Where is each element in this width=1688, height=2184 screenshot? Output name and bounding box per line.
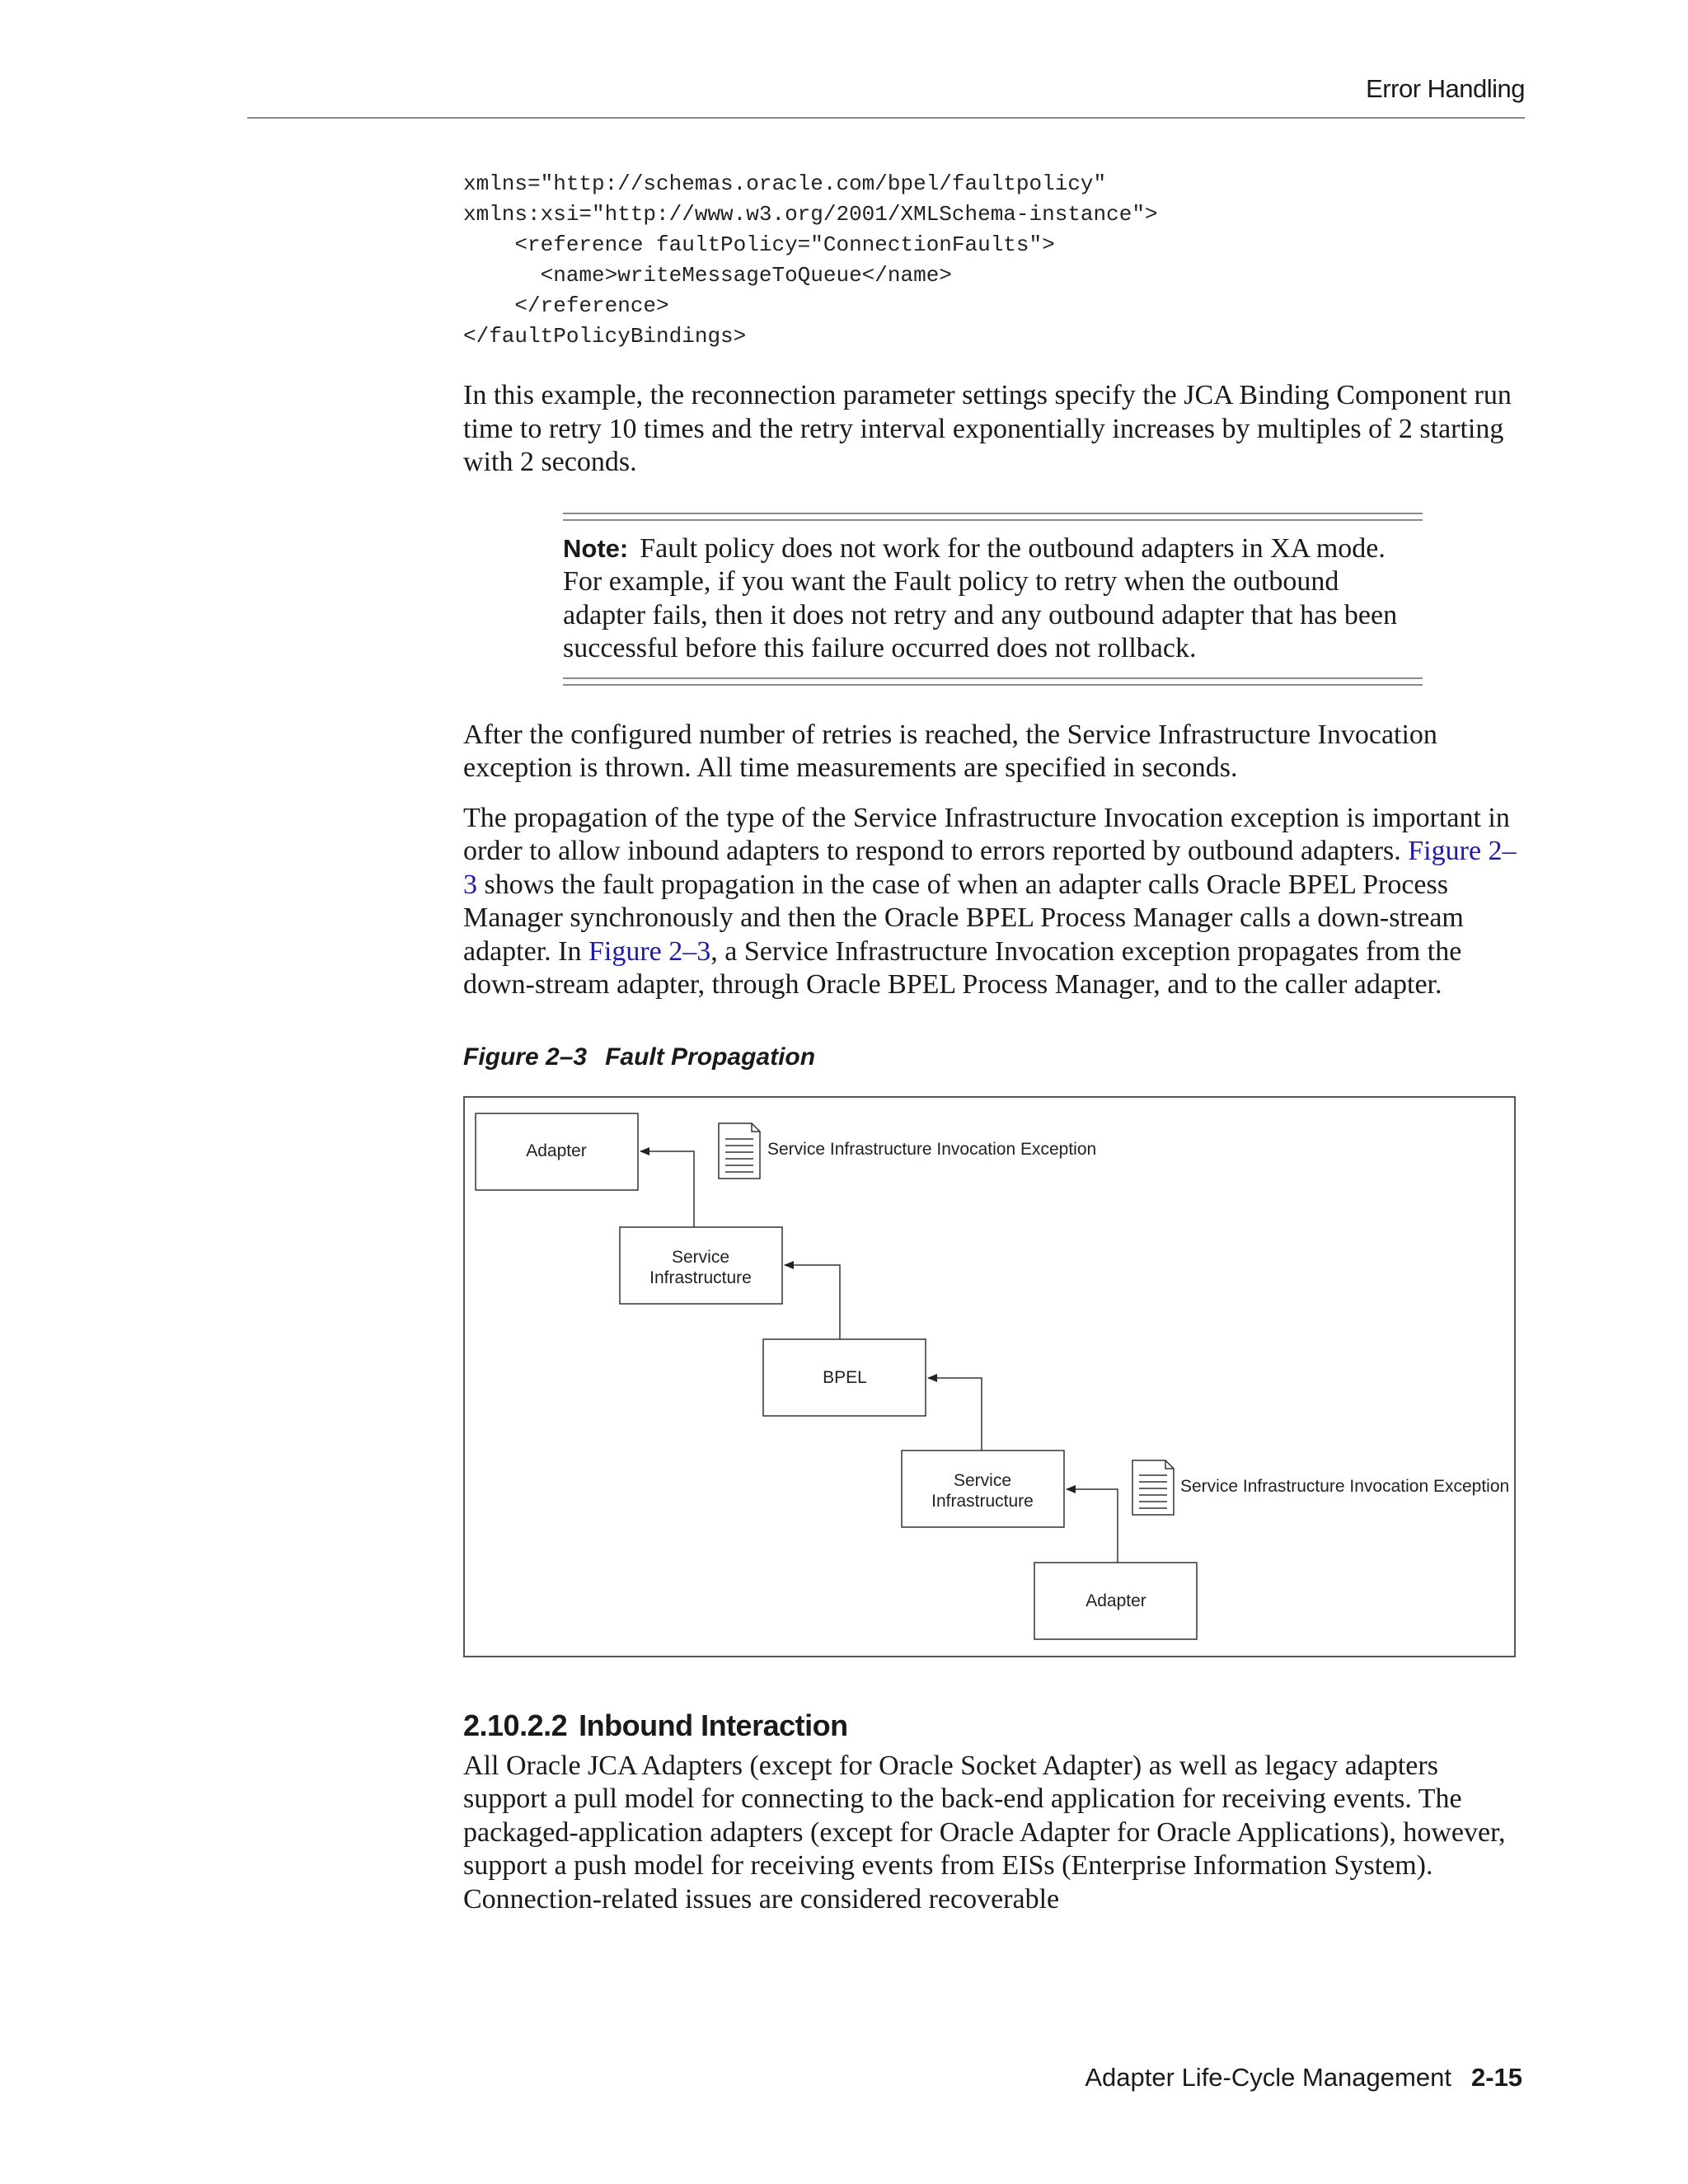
propagation-text-2: shows the fault propagation in the case of when an adapter calls Oracle BPEL Process Manager synchronously and then the Oracle BPEL Process Manager calls a down-stream adapter. In [463,869,1464,967]
document-icon [719,1123,760,1179]
paragraph-retries: After the configured number of retries is reached, the Service Infrastructure Invocation exception is thrown. All time measurements are specified in seconds. [463,719,1437,783]
propagation-text-1: The propagation of the type of the Service Infrastructure Invocation exception is important in order to allow inbound adapters to respond to errors reported by outbound adapters. [463,802,1510,866]
page-content [463,169,1526,1916]
paragraph-propagation [463,802,1526,1002]
node-bpel-label: BPEL [823,1367,867,1387]
code-line: xmlns="http://schemas.oracle.com/bpel/faultpolicy" [463,171,1107,196]
fault-propagation-figure [463,1096,1516,1657]
section-heading [463,1708,1526,1743]
node-adapter-top-label: Adapter [526,1141,587,1160]
paragraph-reconnection: In this example, the reconnection parameter settings specify the JCA Binding Component run time to retry 10 times and the retry interval exponentially increases by multiples of 2 starting with 2 seconds. [463,380,1512,477]
note-label: Note: [563,533,629,563]
header-title: Error Handling [1366,74,1525,103]
note-box [563,513,1423,686]
exception-label-top: Service Infrastructure Invocation Exception [767,1139,1097,1159]
connector-adapter-to-si2 [1067,1489,1118,1563]
code-line: </faultPolicyBindings> [463,324,747,349]
connector-bpel-to-si1 [785,1265,840,1339]
node-service-infrastructure-1-label-line2: Infrastructure [649,1268,752,1287]
page-number: 2-15 [1470,2063,1522,2092]
node-adapter-bottom-label: Adapter [1085,1591,1146,1610]
note-bottom-rule [563,677,1423,686]
code-line: xmlns:xsi="http://www.w3.org/2001/XMLSchema-instance"> [463,202,1158,227]
node-service-infrastructure-2-label-line1: Service [953,1470,1012,1490]
figure-number: Figure 2–3 [463,1043,588,1071]
figure-link-1[interactable]: Figure 2–3 [463,836,1517,900]
code-block [463,169,1526,352]
code-line: </reference> [463,293,669,318]
note-body [563,521,1423,677]
exception-label-bottom: Service Infrastructure Invocation Exception [1180,1476,1510,1496]
page-footer [1085,2063,1522,2093]
page-header [247,74,1525,119]
figure-caption [463,1043,1526,1071]
code-line: <name>writeMessageToQueue</name> [463,263,952,288]
section-number: 2.10.2.2 [463,1708,568,1742]
document-icon [1132,1460,1174,1515]
propagation-text-3: , a Service Infrastructure Invocation exception propagates from the down-stream adapter, through Oracle BPEL Process Manager, and to the caller adapter. [463,935,1462,1000]
node-service-infrastructure-1-label-line1: Service [671,1247,730,1267]
connector-si1-to-adapter [640,1151,694,1227]
section-title: Inbound Interaction [579,1708,848,1742]
node-service-infrastructure-2-label-line2: Infrastructure [931,1491,1034,1511]
figure-title: Fault Propagation [605,1043,816,1071]
figure-link-2[interactable]: Figure 2–3 [588,935,711,967]
code-line: <reference faultPolicy="ConnectionFaults"> [463,232,1055,257]
note-text: Fault policy does not work for the outbound adapters in XA mode. For example, if you want the Fault policy to retry when the outbound adapter fails, then it does not retry and any outbound adapter that has been successful before this failure occurred does not rollback. [563,532,1398,663]
fault-propagation-diagram [465,1098,1517,1659]
footer-title: Adapter Life-Cycle Management [1085,2063,1451,2092]
note-top-rule [563,513,1423,521]
paragraph-inbound: All Oracle JCA Adapters (except for Oracle Socket Adapter) as well as legacy adapters support a pull model for connecting to the back-end application for receiving events. The packaged-application adapters (except for Oracle Adapter for Oracle Applications), however, support a push model for receiving events from EISs (Enterprise Information System). Connection-related issues are considered recoverable [463,1750,1506,1915]
connector-si2-to-bpel [928,1378,982,1451]
